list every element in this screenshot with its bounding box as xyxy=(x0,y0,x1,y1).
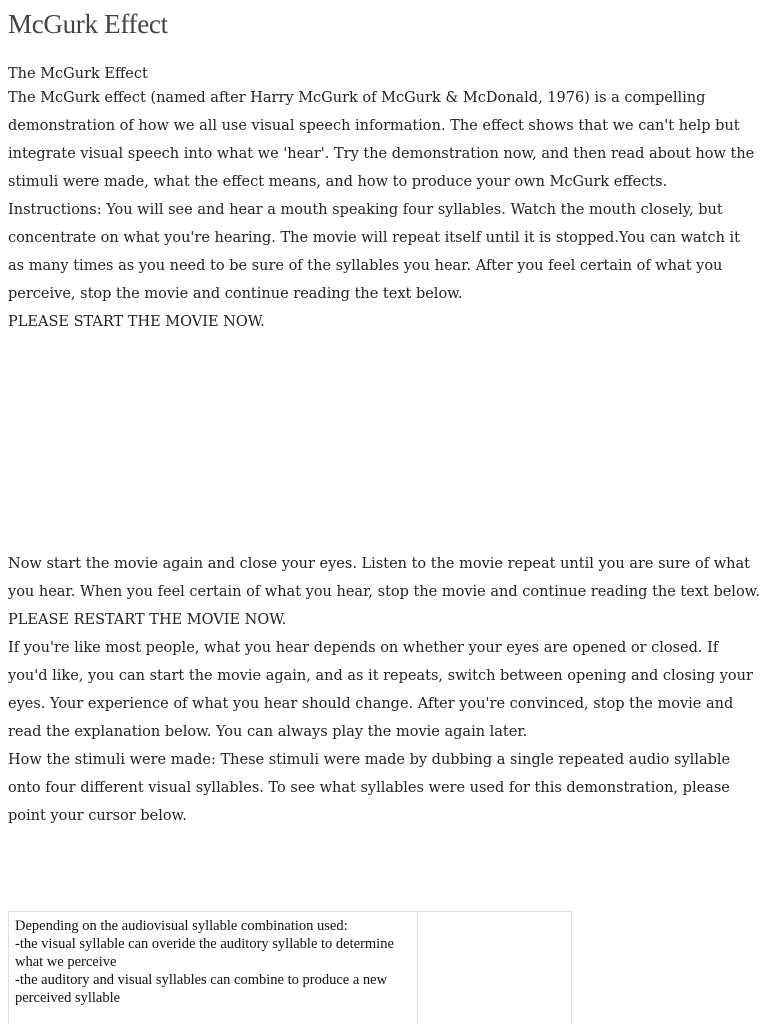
start-movie-prompt: PLEASE START THE MOVIE NOW. xyxy=(8,314,265,330)
article-subtitle: The McGurk Effect xyxy=(8,66,148,82)
info-line: -the auditory and visual syllables can combine to produce a new perceived syllable xyxy=(15,972,388,1006)
intro-paragraph: The McGurk effect (named after Harry McGurk of McGurk & McDonald, 1976) is a compelling demonstration of how we all use visual speech information. The effect shows that we can't help but integrate visual speech into what we 'hear'. Try the demonstration now, and then read about how the stimuli were made, what the effect means, and how to produce your own McGurk effects. xyxy=(8,90,755,190)
close-eyes-paragraph xyxy=(8,550,760,634)
hover-info-text-cell xyxy=(9,912,418,1024)
movie-player[interactable] xyxy=(8,336,760,550)
info-line: -the visual syllable can overide the auditory syllable to determine what we perceive xyxy=(15,936,394,970)
close-eyes-text: Now start the movie again and close your eyes. Listen to the movie repeat until you are sure of what you hear. When you feel certain of what you hear, stop the movie and continue reading the text below. xyxy=(8,556,760,600)
stimuli-paragraph: How the stimuli were made: These stimuli were made by dubbing a single repeated audio syllable onto four different visual syllables. To see what syllables were used for this demonstration, please point your cursor below. xyxy=(8,752,731,824)
instructions-text: Instructions: You will see and hear a mouth speaking four syllables. Watch the mouth closely, but concentrate on what you're hearing. The movie will repeat itself until it is stopped.You can watch it as many times as you need to be sure of the syllables you hear. After you feel certain of what you perceive, stop the movie and continue reading the text below. xyxy=(8,202,740,302)
restart-movie-prompt: PLEASE RESTART THE MOVIE NOW. xyxy=(8,612,287,628)
like-most-paragraph: If you're like most people, what you hear depends on whether your eyes are opened or closed. If you'd like, you can start the movie again, and as it repeats, switch between opening and closing your eyes. Your experience of what you hear should change. After you're convinced, stop the movie and read the explanation below. You can always play the movie again later. xyxy=(8,640,753,740)
page-title: McGurk Effect xyxy=(8,9,168,39)
hover-reveal-cell[interactable] xyxy=(418,912,571,1024)
info-line: Depending on the audiovisual syllable combination used: xyxy=(15,918,348,934)
hover-info-table[interactable] xyxy=(8,911,572,1024)
instructions-paragraph xyxy=(8,196,760,336)
